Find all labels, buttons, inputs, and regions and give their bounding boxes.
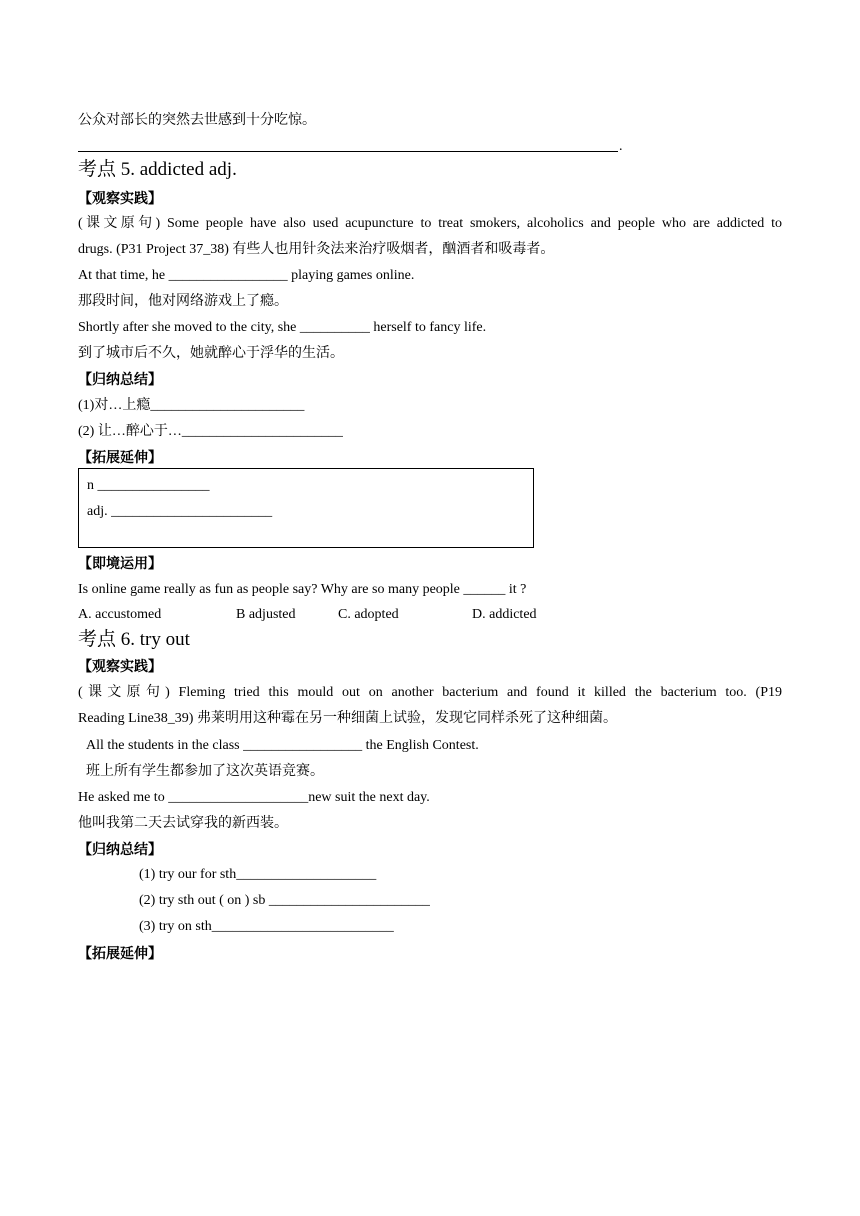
point5-title: 考点 5. addicted adj. <box>78 159 237 180</box>
option-a: A. accustomed <box>78 607 162 622</box>
point5-summary-heading: 【归纳总结】 <box>78 372 162 388</box>
option-b: B adjusted <box>236 607 296 622</box>
extend-adj-blank: adj. _______________________ <box>87 504 273 519</box>
point5-apply-heading: 【即境运用】 <box>78 556 162 572</box>
point6-title: 考点 6. try out <box>78 629 190 650</box>
point6-summary-heading: 【归纳总结】 <box>78 842 162 858</box>
point5-example1-cn: 那段时间，他对网络游戏上了瘾。 <box>78 294 288 309</box>
option-c: C. adopted <box>338 607 399 622</box>
point6-extend-heading: 【拓展延伸】 <box>78 946 162 962</box>
point5-question: Is online game really as fun as people say? Why are so many people ______ it ? <box>78 582 527 597</box>
point6-example1-cn: 班上所有学生都参加了这次英语竞赛。 <box>86 764 324 779</box>
point6-observe-heading: 【观察实践】 <box>78 659 162 675</box>
point5-source-line1: (课文原句) Some people have also used acupuncture to treat smokers, alcoholics and people who are addicted to <box>78 216 782 231</box>
point6-source-line1: (课文原句) Fleming tried this mould out on another bacterium and found it killed the bacterium too. (P19 <box>78 685 782 700</box>
point5-extend-heading: 【拓展延伸】 <box>78 450 162 466</box>
point6-summary2: (2) try sth out ( on ) sb _______________________ <box>139 893 430 908</box>
extend-noun-blank: n ________________ <box>87 478 210 493</box>
point6-example2-en: He asked me to ____________________new suit the next day. <box>78 790 430 805</box>
point5-summary1: (1)对…上瘾______________________ <box>78 398 305 413</box>
answer-rule-period: . <box>619 139 623 154</box>
point6-source-line2: Reading Line38_39) 弗莱明用这种霉在另一种细菌上试验，发现它同样杀死了这种细菌。 <box>78 711 617 726</box>
point5-source-line2: drugs. (P31 Project 37_38) 有些人也用针灸法来治疗吸烟者，酗酒者和吸毒者。 <box>78 242 555 257</box>
option-d: D. addicted <box>472 607 537 622</box>
point6-summary1: (1) try our for sth____________________ <box>139 867 377 882</box>
intro-sentence: 公众对部长的突然去世感到十分吃惊。 <box>78 113 316 128</box>
point5-example1-en: At that time, he _________________ playing games online. <box>78 268 415 283</box>
point5-example2-en: Shortly after she moved to the city, she __________ herself to fancy life. <box>78 320 487 335</box>
answer-rule <box>78 151 618 152</box>
point6-example2-cn: 他叫我第二天去试穿我的新西装。 <box>78 816 288 831</box>
point5-observe-heading: 【观察实践】 <box>78 191 162 207</box>
point5-extend-box <box>78 468 534 548</box>
point6-summary3: (3) try on sth__________________________ <box>139 919 394 934</box>
point5-example2-cn: 到了城市后不久，她就醉心于浮华的生活。 <box>78 346 344 361</box>
point6-example1-en: All the students in the class _________________ the English Contest. <box>86 738 479 753</box>
point5-summary2: (2) 让…醉心于…_______________________ <box>78 424 343 439</box>
